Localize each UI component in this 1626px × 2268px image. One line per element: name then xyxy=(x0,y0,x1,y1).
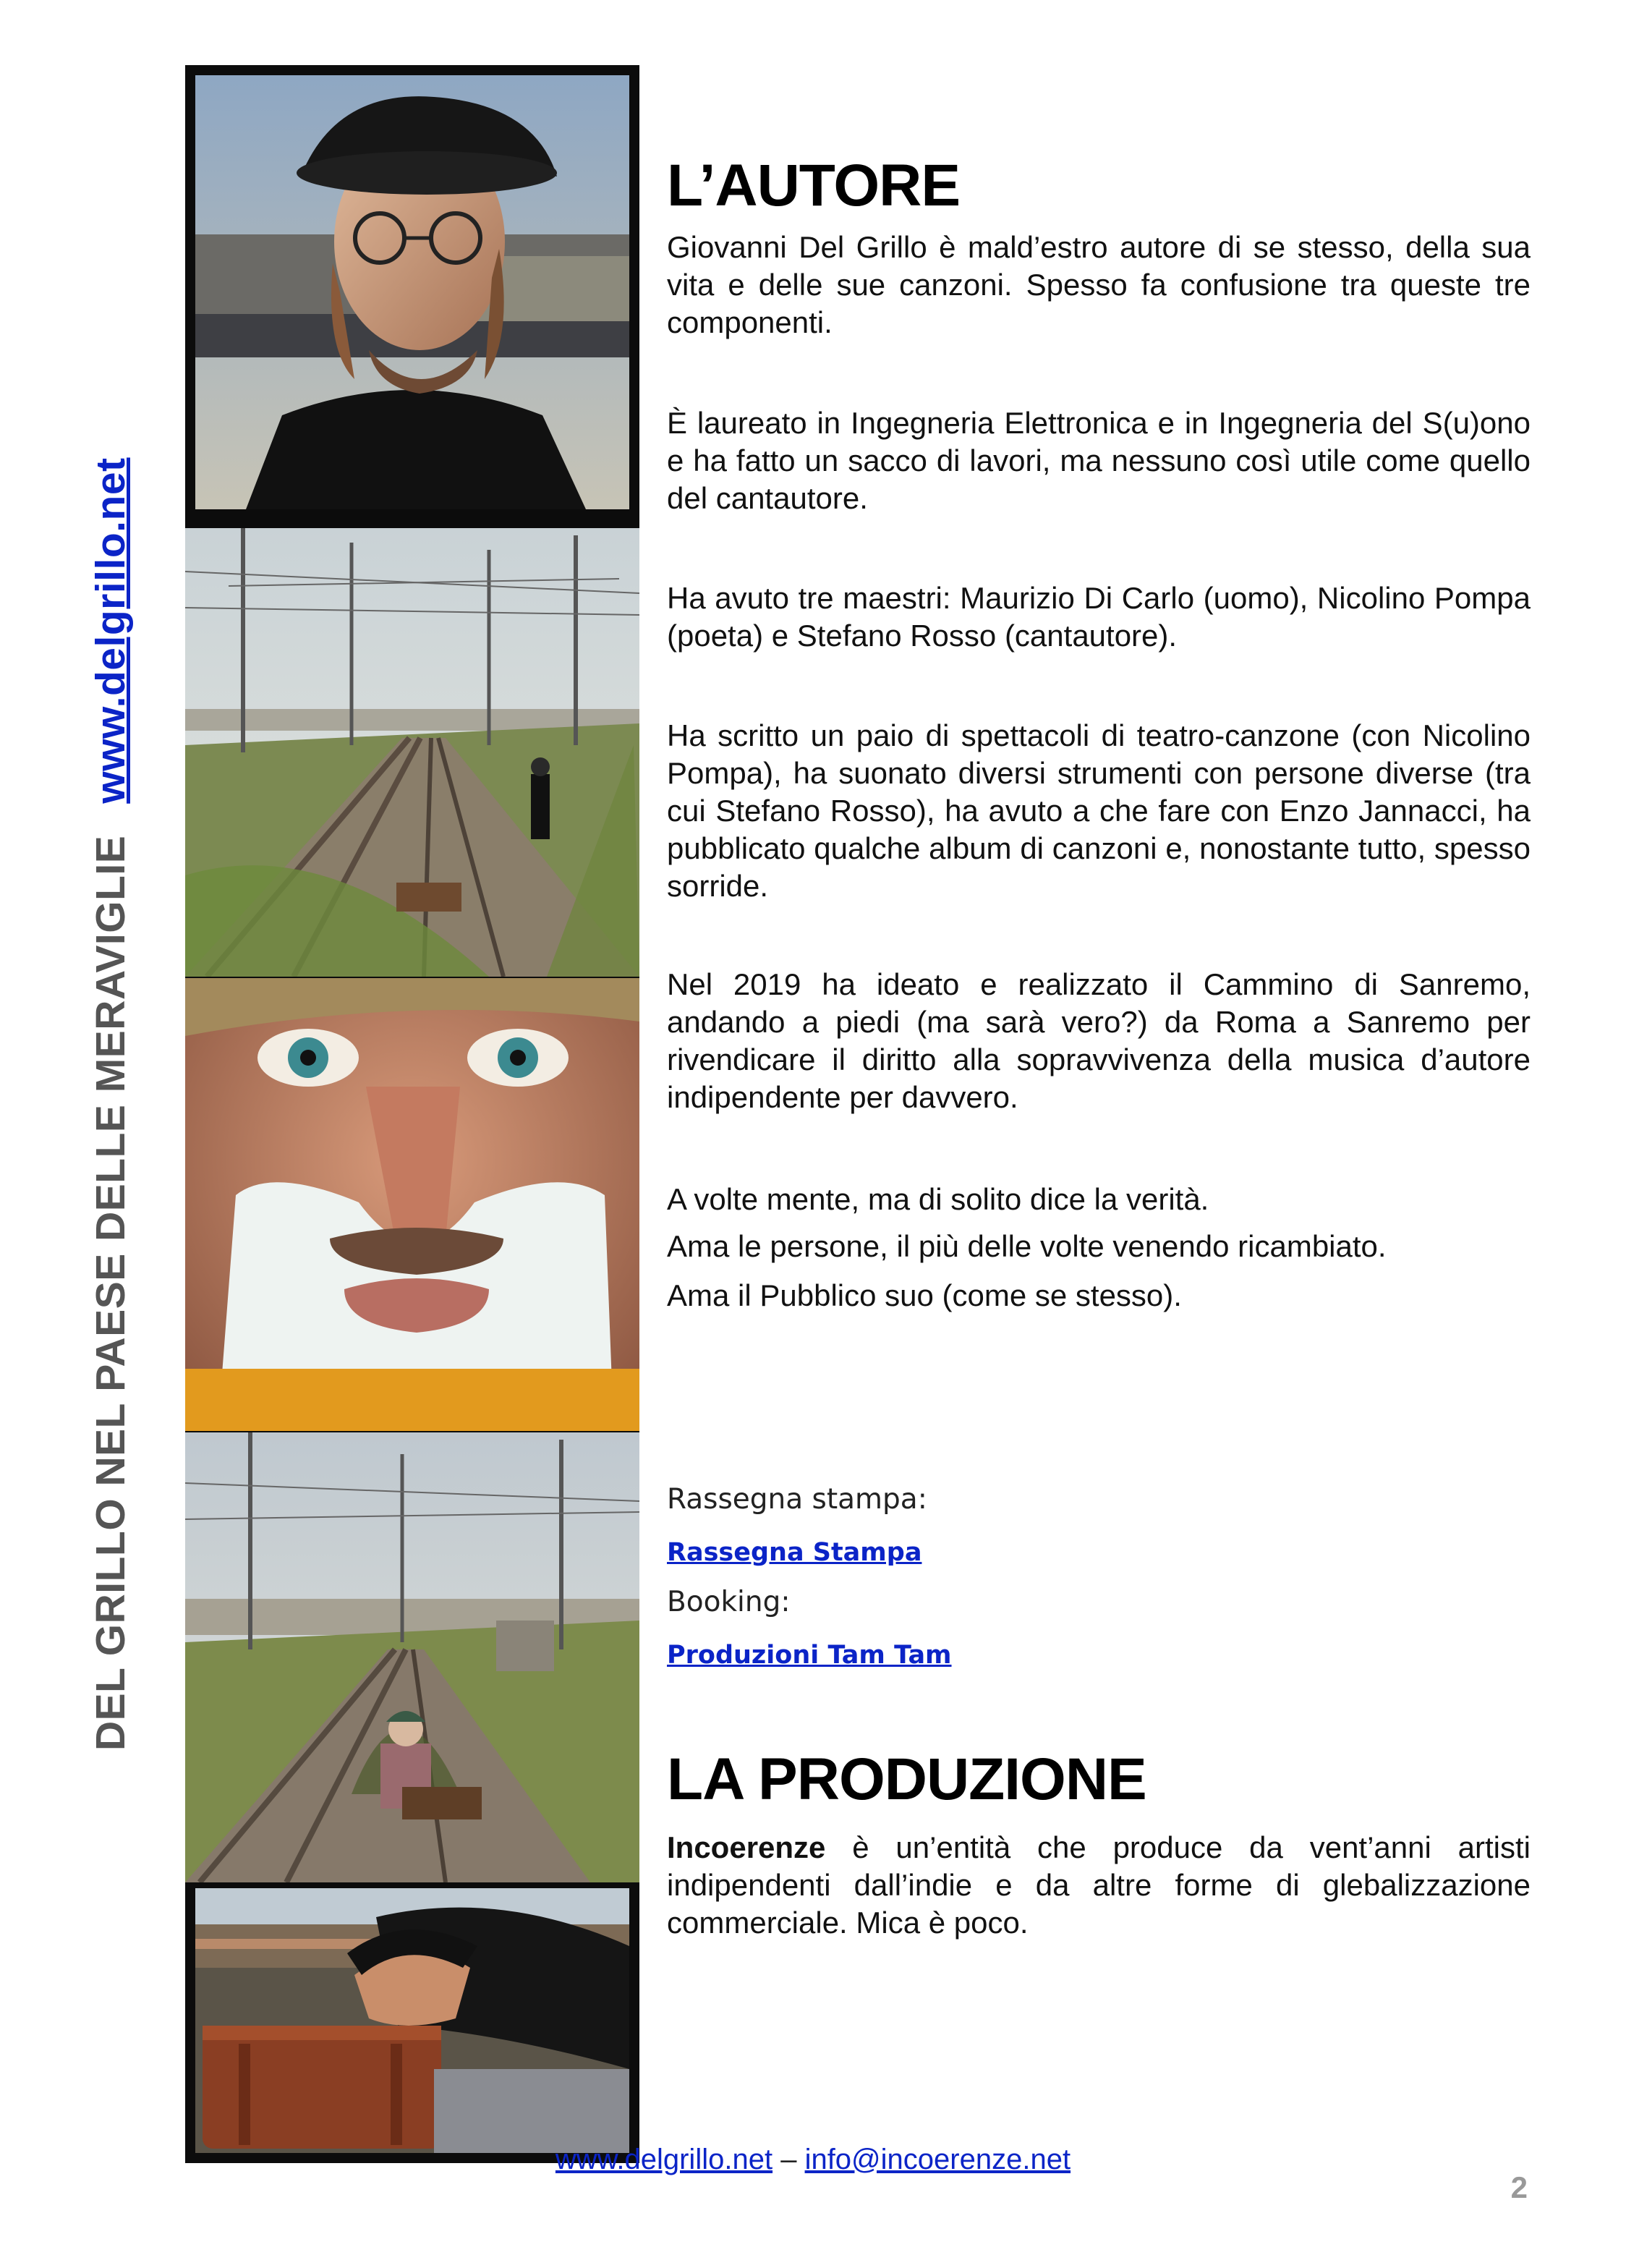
lying-on-suitcase-photo xyxy=(195,1888,629,2153)
footer-separator: – xyxy=(780,2144,797,2175)
press-link[interactable]: Rassegna Stampa xyxy=(667,1538,922,1567)
railway-tracks-walking-photo xyxy=(185,528,639,977)
author-paragraph-3: Ha avuto tre maestri: Maurizio Di Carlo (uomo), Nicolino Pompa (poeta) e Stefano Rosso (cantautore). xyxy=(667,581,1531,653)
production-heading: LA PRODUZIONE xyxy=(667,1746,1146,1812)
production-bold-lead: Incoerenze xyxy=(667,1830,826,1864)
production-text: è un’entità che produce da vent’anni artisti indipendenti dall’indie e da altre forme di glebalizzazione commerciale. Mica è poco. xyxy=(667,1830,1531,1940)
author-paragraph-2: È laureato in Ingegneria Elettronica e in Ingegneria del S(u)ono e ha fatto un sacco di lavori, ma nessuno così utile come quello del cantautore. xyxy=(667,406,1531,515)
footer-site-link[interactable]: www.delgrillo.net xyxy=(555,2144,773,2175)
author-closing-line-3: Ama il Pubblico suo (come se stesso). xyxy=(667,1278,1182,1312)
side-title-text: DEL GRILLO NEL PAESE DELLE MERAVIGLIE xyxy=(88,835,134,1751)
railway-tracks-sitting-photo xyxy=(185,1432,639,1882)
author-closing-line-1: A volte mente, ma di solito dice la verità. xyxy=(667,1182,1209,1216)
author-paragraph-4: Ha scritto un paio di spettacoli di teatro-canzone (con Nicolino Pompa), ha suonato diversi strumenti con persone diverse (tra cui Stefano Rosso), ha avuto a che fare con Enzo Jannacci, ha pubblicato qualche album di canzoni e, nonostante tutto, spesso sorride. xyxy=(667,718,1531,903)
side-title xyxy=(87,457,137,1751)
portrait-with-cap-photo xyxy=(195,75,629,509)
author-heading: L’AUTORE xyxy=(667,153,961,218)
production-paragraph xyxy=(667,1829,1531,1942)
author-paragraph-5: Nel 2019 ha ideato e realizzato il Cammino di Sanremo, andando a piedi (ma sarà vero?) da Roma a Sanremo per rivendicare il diritto alla sopravvivenza della musica d’autore indipendente per davvero. xyxy=(667,967,1531,1114)
author-paragraph-1: Giovanni Del Grillo è mald’estro autore di se stesso, della sua vita e delle sue canzoni. Spesso fa confusione tra queste tre componenti. xyxy=(667,230,1531,339)
photo-strip xyxy=(185,65,639,2163)
booking-label: Booking: xyxy=(667,1586,791,1618)
author-closing-line-2: Ama le persone, il più delle volte venendo ricambiato. xyxy=(667,1229,1387,1263)
booking-link[interactable]: Produzioni Tam Tam xyxy=(667,1641,952,1670)
side-title-url-link[interactable]: www.delgrillo.net xyxy=(88,457,134,804)
page-number: 2 xyxy=(1510,2170,1528,2204)
press-label: Rassegna stampa: xyxy=(667,1483,927,1516)
footer xyxy=(0,2144,1626,2176)
footer-email-link[interactable]: info@incoerenze.net xyxy=(804,2144,1071,2175)
shaving-foam-face-photo xyxy=(185,978,639,1431)
